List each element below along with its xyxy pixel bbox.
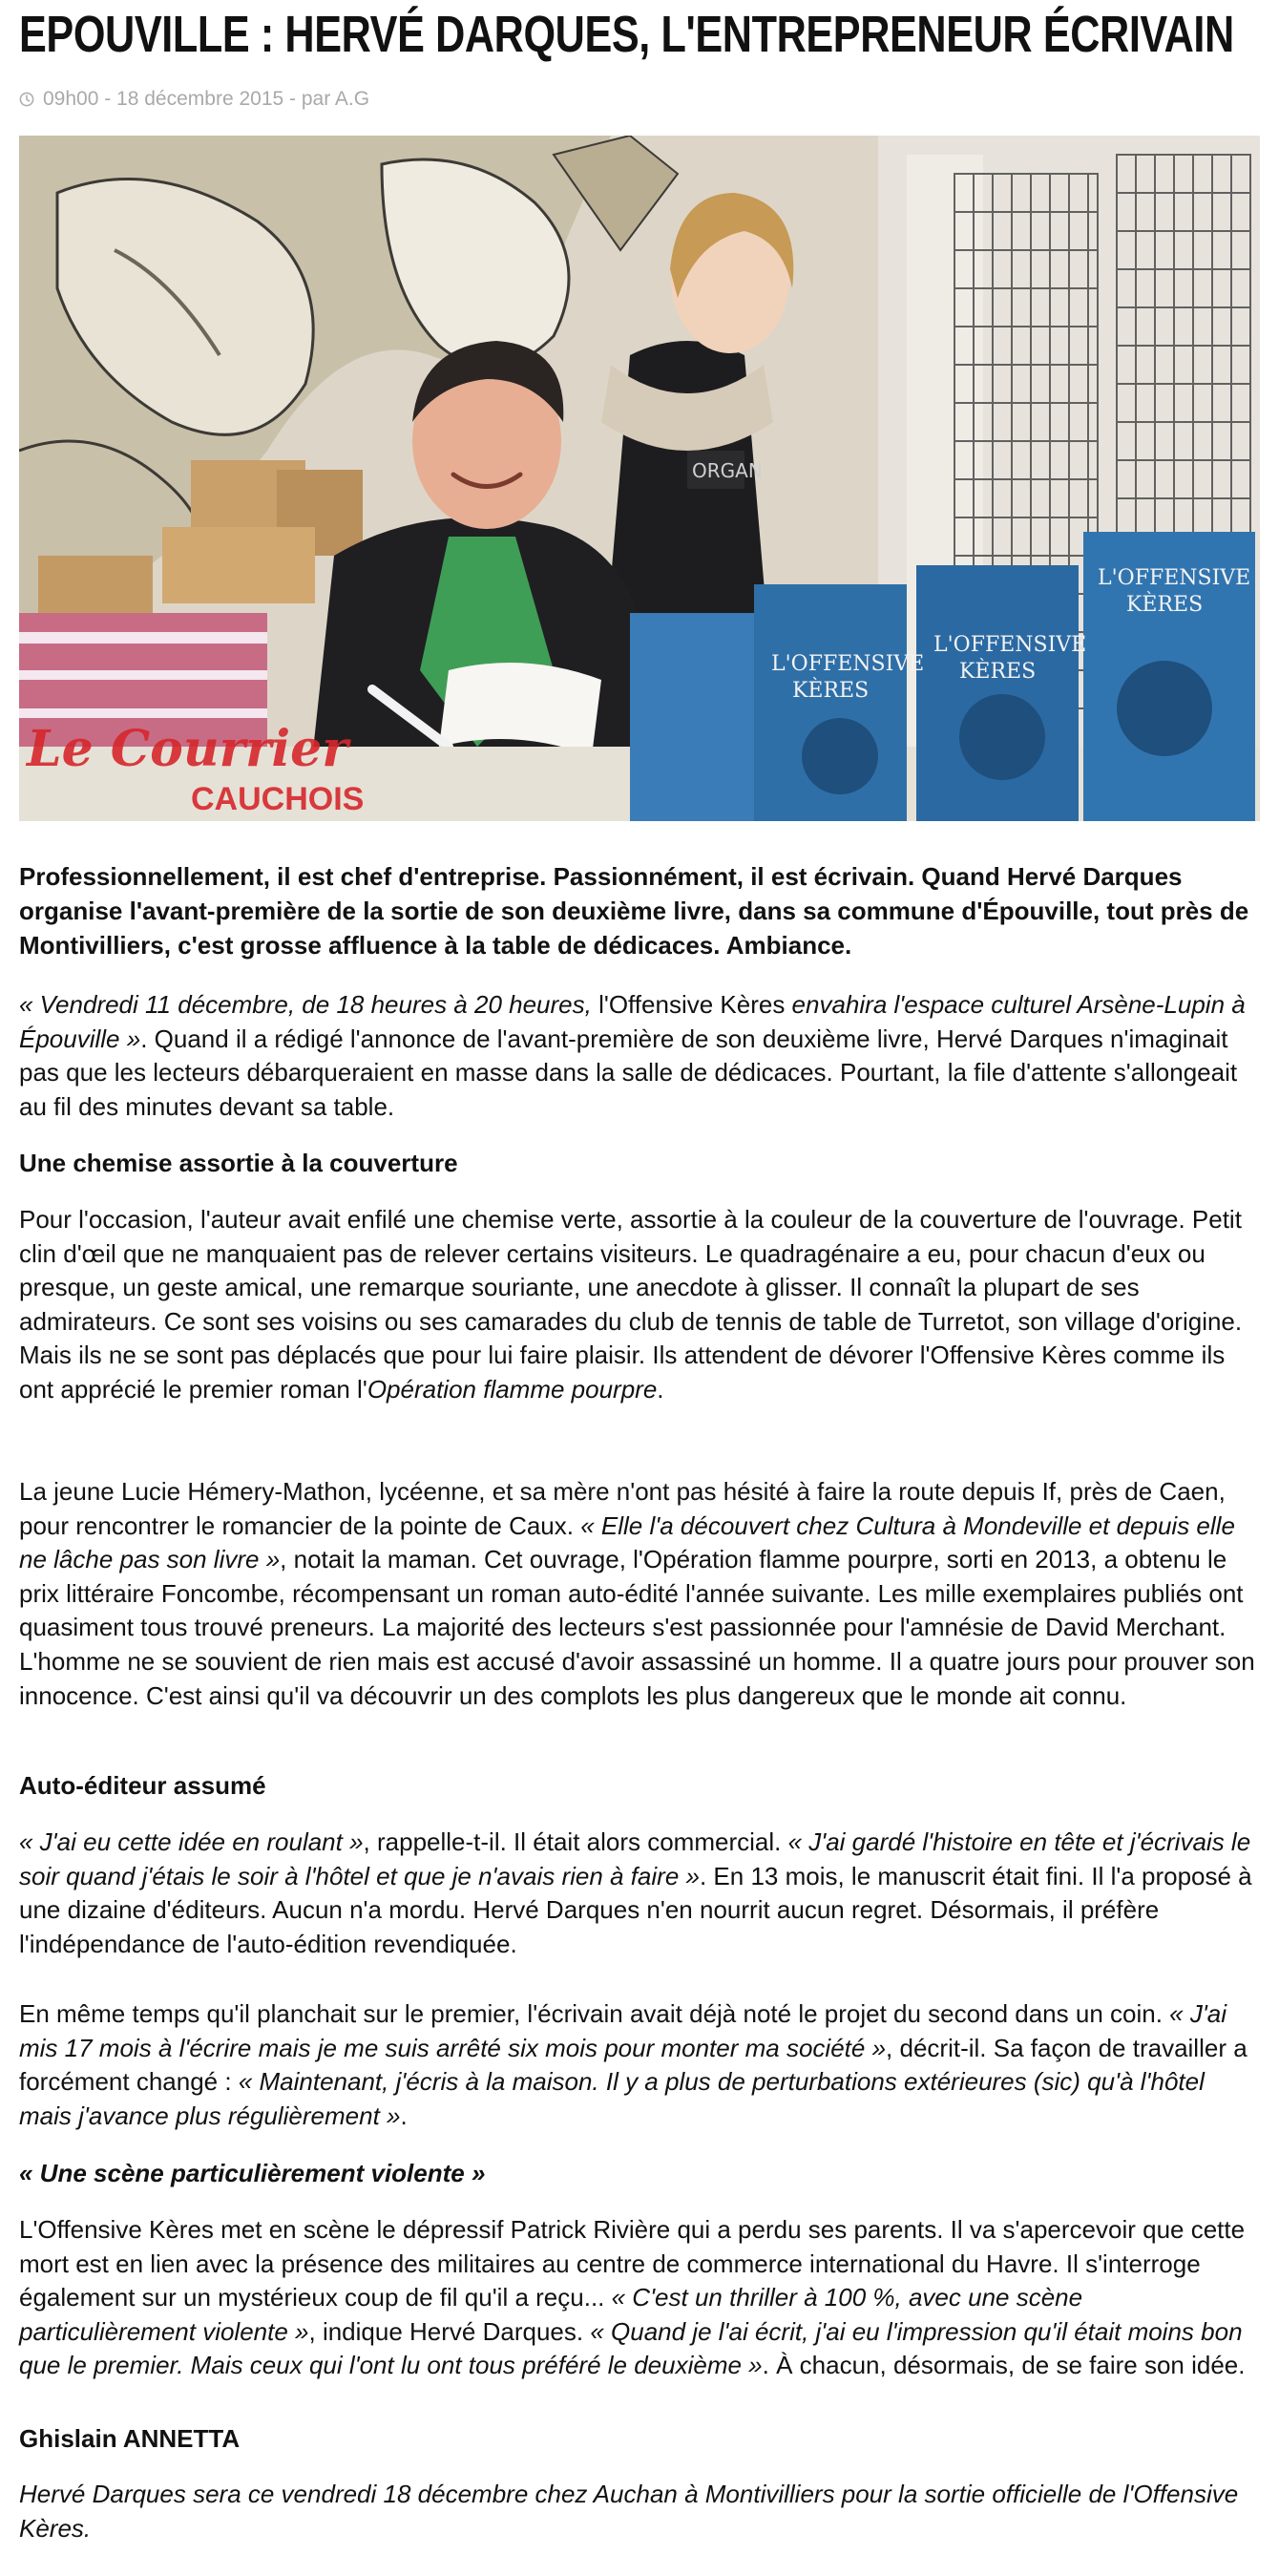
paragraph-2: Pour l'occasion, l'auteur avait enfilé une chemise verte, assortie à la couleur de la couverture de l'ouvrage. Petit clin d'œil que ne manquaient pas de relever certains visiteurs. Le quadragénaire a eu, pour chacun d'eux ou presque, un geste amical, une remarque souriante, une anecdote à glisser. Il connaît la plupart de ses admirateurs. Ce sont ses voisins ou ses camarades du club de tennis de table de Turretot, son village d'origine. Mais ils ne se sont pas déplacés que pour lui faire plaisir. Ils attendent de dévorer l'Offensive Kères comme ils ont apprécié le premier roman l'Opération flamme pourpre.	[19, 1205, 1243, 1404]
paragraph-1: « Vendredi 11 décembre, de 18 heures à 20 heures, l'Offensive Kères envahira l'espace culturel Arsène-Lupin à Épouville ». Quand il a rédigé l'annonce de l'avant-première de son deuxième livre, Hervé Darques n'imaginait pas que les lecteurs débarqueraient en masse dans la salle de dédicaces. Pourtant, la file d'attente s'allongeait au fil des minutes devant sa table.	[19, 990, 1246, 1121]
article	[19, 0, 1260, 2543]
subheading-3: « Une scène particulièrement violente »	[19, 2159, 486, 2187]
svg-text:KÈRES: KÈRES	[792, 679, 870, 703]
clock-icon	[19, 92, 34, 107]
subheading-1: Une chemise assortie à la couverture	[19, 1149, 458, 1177]
svg-text:ORGAN: ORGAN	[692, 459, 763, 482]
photo-illustration	[19, 136, 1260, 821]
subheading-2: Auto-éditeur assumé	[19, 1771, 266, 1800]
article-note: Hervé Darques sera ce vendredi 18 décembre chez Auchan à Montivilliers pour la sortie officielle de l'Offensive Kères.	[19, 2480, 1239, 2543]
svg-text:L'OFFENSIVE: L'OFFENSIVE	[1098, 566, 1251, 590]
svg-text:L'OFFENSIVE: L'OFFENSIVE	[771, 652, 925, 676]
article-title: EPOUVILLE : HERVÉ DARQUES, L'ENTREPRENEUR ÉCRIVAIN	[19, 6, 1234, 63]
paragraph-3: La jeune Lucie Hémery-Mathon, lycéenne, et sa mère n'ont pas hésité à faire la route depuis If, près de Caen, pour rencontrer le romancier de la pointe de Caux. « Elle l'a découvert chez Cultura à Mondeville et depuis elle ne lâche pas son livre », notait la maman. Cet ouvrage, l'Opération flamme pourpre, sorti en 2013, a obtenu le prix littéraire Foncombe, récompensant un roman auto-édité l'année suivante. Les mille exemplaires publiés ont quasiment tous trouvé preneurs. La majorité des lecteurs s'est passionnée pour l'amnésie de David Merchant. L'homme ne se souvient de rien mais est accusé d'avoir assassiné un homme. Il a quatre jours pour prouver son innocence. C'est ainsi qu'il va découvrir un des complots les plus dangereux que le monde ait connu.	[19, 1477, 1255, 1710]
paragraph-5: En même temps qu'il planchait sur le premier, l'écrivain avait déjà noté le projet du second dans un coin. « J'ai mis 17 mois à l'écrire mais je me suis arrêté six mois pour monter ma société », décrit-il. Sa façon de travailler a forcément changé : « Maintenant, j'écris à la maison. Il y a plus de perturbations extérieures (sic) qu'à l'hôtel mais j'avance plus régulièrement ».	[19, 1999, 1248, 2130]
article-lead: Professionnellement, il est chef d'entreprise. Passionnément, il est écrivain. Quand Hervé Darques organise l'avant-première de la sortie de son deuxième livre, dans sa commune d'Épouville, tout près de Montivilliers, c'est grosse affluence à la table de dédicaces. Ambiance.	[19, 862, 1249, 960]
article-author: Ghislain ANNETTA	[19, 2424, 241, 2453]
svg-text:L'OFFENSIVE: L'OFFENSIVE	[933, 633, 1087, 657]
article-meta	[19, 88, 369, 111]
svg-text:CAUCHOIS: CAUCHOIS	[191, 781, 365, 817]
article-date-author: 09h00 - 18 décembre 2015 - par A.G	[43, 88, 370, 110]
article-photo	[19, 136, 1260, 821]
svg-text:KÈRES: KÈRES	[1126, 593, 1204, 617]
svg-text:KÈRES: KÈRES	[959, 660, 1037, 684]
paragraph-4: « J'ai eu cette idée en roulant », rappelle-t-il. Il était alors commercial. « J'ai gardé l'histoire en tête et j'écrivais le soir quand j'étais le soir à l'hôtel et que je n'avais rien à faire ». En 13 mois, le manuscrit était fini. Il l'a proposé à une dizaine d'éditeurs. Aucun n'a mordu. Hervé Darques n'en nourrit aucun regret. Désormais, il préfère l'indépendance de l'auto-édition revendiquée.	[19, 1827, 1252, 1958]
paragraph-6: L'Offensive Kères met en scène le dépressif Patrick Rivière qui a perdu ses parents. Il va s'apercevoir que cette mort est en lien avec la présence des militaires au centre de commerce international du Havre. Il s'interroge également sur un mystérieux coup de fil qu'il a reçu... « C'est un thriller à 100 %, avec une scène particulièrement violente », indique Hervé Darques. « Quand je l'ai écrit, j'ai eu l'impression qu'il était moins bon que le premier. Mais ceux qui l'ont lu ont tous préféré le deuxième ». À chacun, désormais, de se faire son idée.	[19, 2215, 1246, 2380]
svg-text:Le Courrier: Le Courrier	[27, 720, 348, 778]
